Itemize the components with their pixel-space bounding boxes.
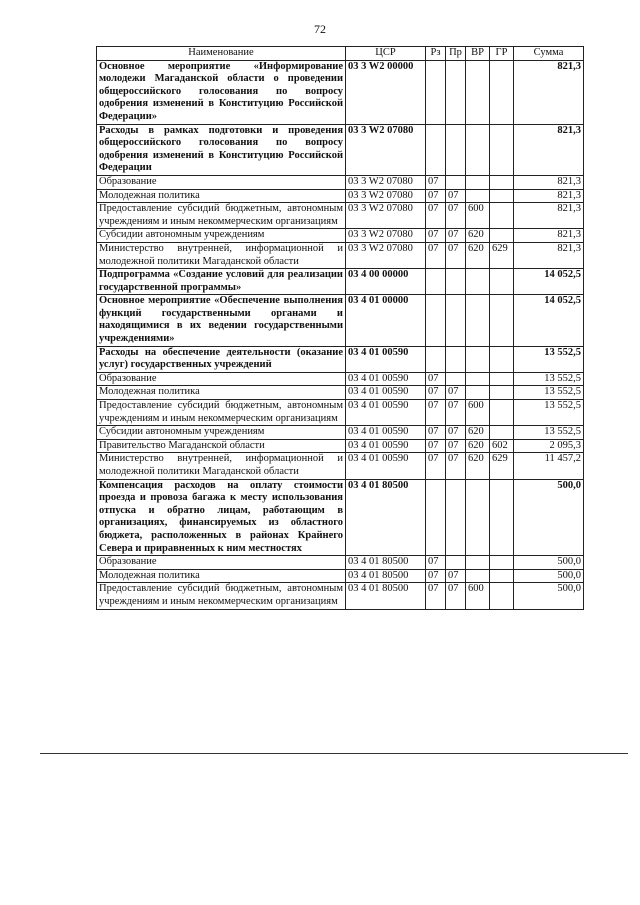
cell-gr <box>490 229 514 243</box>
cell-name: Субсидии автономным учреждениям <box>97 426 346 440</box>
cell-pr: 07 <box>446 583 466 609</box>
cell-gr: 602 <box>490 439 514 453</box>
cell-rz: 07 <box>426 203 446 229</box>
cell-csr: 03 4 01 00000 <box>346 295 426 346</box>
cell-name: Молодежная политика <box>97 386 346 400</box>
cell-vr: 620 <box>466 439 490 453</box>
cell-vr <box>466 60 490 124</box>
cell-name: Образование <box>97 175 346 189</box>
cell-gr <box>490 60 514 124</box>
cell-sum: 13 552,5 <box>514 372 584 386</box>
cell-sum: 821,3 <box>514 124 584 175</box>
table-row <box>97 556 584 570</box>
cell-name: Молодежная политика <box>97 189 346 203</box>
cell-csr: 03 4 00 00000 <box>346 269 426 295</box>
cell-rz <box>426 295 446 346</box>
cell-pr <box>446 556 466 570</box>
cell-gr <box>490 372 514 386</box>
cell-vr: 620 <box>466 453 490 479</box>
header-rz: Рз <box>426 47 446 61</box>
cell-vr: 620 <box>466 229 490 243</box>
cell-gr <box>490 203 514 229</box>
cell-vr <box>466 479 490 556</box>
cell-sum: 11 457,2 <box>514 453 584 479</box>
budget-table <box>96 46 584 610</box>
cell-gr <box>490 556 514 570</box>
cell-vr <box>466 269 490 295</box>
cell-pr <box>446 479 466 556</box>
table-row <box>97 583 584 609</box>
cell-name: Основное мероприятие «Обеспечение выполнения функций государственными органами и находящимися в их ведении государственными учреждениями» <box>97 295 346 346</box>
cell-name: Расходы в рамках подготовки и проведения общероссийского голосования по вопросу одобрения изменений в Конституцию Российской Федерации <box>97 124 346 175</box>
cell-pr: 07 <box>446 242 466 268</box>
cell-rz: 07 <box>426 426 446 440</box>
cell-csr: 03 3 W2 07080 <box>346 203 426 229</box>
cell-rz <box>426 124 446 175</box>
cell-vr: 620 <box>466 242 490 268</box>
cell-gr <box>490 175 514 189</box>
cell-rz: 07 <box>426 583 446 609</box>
cell-rz: 07 <box>426 439 446 453</box>
header-name: Наименование <box>97 47 346 61</box>
cell-csr: 03 4 01 00590 <box>346 400 426 426</box>
cell-name: Образование <box>97 556 346 570</box>
cell-gr <box>490 569 514 583</box>
cell-vr <box>466 124 490 175</box>
cell-gr <box>490 189 514 203</box>
cell-vr: 620 <box>466 426 490 440</box>
cell-pr: 07 <box>446 203 466 229</box>
cell-vr <box>466 189 490 203</box>
cell-rz: 07 <box>426 569 446 583</box>
cell-csr: 03 4 01 80500 <box>346 569 426 583</box>
cell-gr: 629 <box>490 453 514 479</box>
cell-pr <box>446 346 466 372</box>
cell-rz <box>426 269 446 295</box>
cell-name: Компенсация расходов на оплату стоимости проезда и провоза багажа к месту использования отпуска и обратно лицам, работающим в организациях, финансируемых из областного бюджета, расположенных в районах Крайнего Севера и приравненных к ним местностях <box>97 479 346 556</box>
cell-pr <box>446 269 466 295</box>
table-row <box>97 569 584 583</box>
cell-gr <box>490 346 514 372</box>
cell-sum: 821,3 <box>514 203 584 229</box>
cell-pr <box>446 372 466 386</box>
cell-vr <box>466 386 490 400</box>
table-row <box>97 189 584 203</box>
cell-name: Предоставление субсидий бюджетным, автономным учреждениям и иным некоммерческим организациям <box>97 583 346 609</box>
cell-sum: 13 552,5 <box>514 346 584 372</box>
cell-vr <box>466 346 490 372</box>
cell-pr: 07 <box>446 229 466 243</box>
cell-vr: 600 <box>466 203 490 229</box>
table-body <box>97 60 584 609</box>
cell-sum: 500,0 <box>514 583 584 609</box>
cell-vr <box>466 556 490 570</box>
cell-csr: 03 4 01 00590 <box>346 386 426 400</box>
cell-pr: 07 <box>446 439 466 453</box>
cell-sum: 13 552,5 <box>514 400 584 426</box>
table-row <box>97 372 584 386</box>
cell-rz <box>426 479 446 556</box>
cell-name: Предоставление субсидий бюджетным, автономным учреждениям и иным некоммерческим организациям <box>97 400 346 426</box>
header-gr: ГР <box>490 47 514 61</box>
table-row <box>97 426 584 440</box>
cell-pr: 07 <box>446 453 466 479</box>
cell-pr: 07 <box>446 400 466 426</box>
cell-name: Правительство Магаданской области <box>97 439 346 453</box>
header-csr: ЦСР <box>346 47 426 61</box>
table-row <box>97 386 584 400</box>
cell-csr: 03 4 01 00590 <box>346 346 426 372</box>
cell-gr <box>490 269 514 295</box>
table-row <box>97 203 584 229</box>
table-row <box>97 453 584 479</box>
cell-gr: 629 <box>490 242 514 268</box>
table-row <box>97 400 584 426</box>
cell-name: Предоставление субсидий бюджетным, автономным учреждениям и иным некоммерческим организациям <box>97 203 346 229</box>
cell-sum: 14 052,5 <box>514 295 584 346</box>
cell-pr <box>446 60 466 124</box>
cell-pr: 07 <box>446 386 466 400</box>
cell-name: Образование <box>97 372 346 386</box>
table-row <box>97 439 584 453</box>
cell-rz: 07 <box>426 400 446 426</box>
cell-csr: 03 4 01 80500 <box>346 583 426 609</box>
cell-csr: 03 4 01 80500 <box>346 556 426 570</box>
cell-rz: 07 <box>426 189 446 203</box>
cell-vr <box>466 175 490 189</box>
cell-csr: 03 3 W2 07080 <box>346 242 426 268</box>
header-vr: ВР <box>466 47 490 61</box>
cell-sum: 14 052,5 <box>514 269 584 295</box>
cell-pr <box>446 124 466 175</box>
cell-gr <box>490 124 514 175</box>
cell-pr: 07 <box>446 189 466 203</box>
table-row <box>97 295 584 346</box>
cell-vr: 600 <box>466 400 490 426</box>
cell-csr: 03 3 W2 07080 <box>346 124 426 175</box>
cell-rz: 07 <box>426 453 446 479</box>
cell-csr: 03 4 01 00590 <box>346 372 426 386</box>
cell-gr <box>490 295 514 346</box>
cell-vr <box>466 372 490 386</box>
table-row <box>97 229 584 243</box>
cell-sum: 500,0 <box>514 479 584 556</box>
cell-sum: 13 552,5 <box>514 426 584 440</box>
cell-csr: 03 4 01 00590 <box>346 426 426 440</box>
table-row <box>97 60 584 124</box>
page-separator-line <box>40 753 628 754</box>
cell-rz: 07 <box>426 242 446 268</box>
cell-rz: 07 <box>426 372 446 386</box>
cell-gr <box>490 583 514 609</box>
cell-sum: 500,0 <box>514 556 584 570</box>
cell-vr: 600 <box>466 583 490 609</box>
cell-sum: 2 095,3 <box>514 439 584 453</box>
cell-name: Расходы на обеспечение деятельности (оказание услуг) государственных учреждений <box>97 346 346 372</box>
cell-rz: 07 <box>426 556 446 570</box>
cell-gr <box>490 386 514 400</box>
table-row <box>97 346 584 372</box>
table-row <box>97 175 584 189</box>
table-row <box>97 242 584 268</box>
cell-vr <box>466 295 490 346</box>
cell-csr: 03 4 01 00590 <box>346 439 426 453</box>
cell-sum: 821,3 <box>514 189 584 203</box>
cell-csr: 03 3 W2 07080 <box>346 175 426 189</box>
page-number: 72 <box>314 22 326 36</box>
cell-name: Основное мероприятие «Информирование молодежи Магаданской области о проведении общероссийского голосования по вопросу одобрения изменений в Конституцию Российской Федерации» <box>97 60 346 124</box>
cell-name: Министерство внутренней, информационной и молодежной политики Магаданской области <box>97 242 346 268</box>
header-sum: Сумма <box>514 47 584 61</box>
cell-name: Субсидии автономным учреждениям <box>97 229 346 243</box>
cell-rz: 07 <box>426 386 446 400</box>
cell-rz: 07 <box>426 229 446 243</box>
table-row <box>97 124 584 175</box>
cell-pr: 07 <box>446 569 466 583</box>
cell-sum: 821,3 <box>514 175 584 189</box>
cell-rz <box>426 60 446 124</box>
header-pr: Пр <box>446 47 466 61</box>
cell-csr: 03 3 W2 07080 <box>346 229 426 243</box>
cell-rz: 07 <box>426 175 446 189</box>
cell-sum: 821,3 <box>514 60 584 124</box>
cell-sum: 500,0 <box>514 569 584 583</box>
cell-csr: 03 4 01 00590 <box>346 453 426 479</box>
cell-sum: 821,3 <box>514 242 584 268</box>
table-header-row <box>97 47 584 61</box>
cell-pr <box>446 295 466 346</box>
cell-rz <box>426 346 446 372</box>
cell-csr: 03 3 W2 07080 <box>346 189 426 203</box>
cell-pr <box>446 175 466 189</box>
cell-sum: 13 552,5 <box>514 386 584 400</box>
cell-gr <box>490 400 514 426</box>
cell-name: Подпрограмма «Создание условий для реализации государственной программы» <box>97 269 346 295</box>
cell-name: Молодежная политика <box>97 569 346 583</box>
table-row <box>97 269 584 295</box>
table-row <box>97 479 584 556</box>
cell-gr <box>490 426 514 440</box>
cell-csr: 03 4 01 80500 <box>346 479 426 556</box>
cell-sum: 821,3 <box>514 229 584 243</box>
cell-pr: 07 <box>446 426 466 440</box>
cell-gr <box>490 479 514 556</box>
cell-vr <box>466 569 490 583</box>
cell-name: Министерство внутренней, информационной и молодежной политики Магаданской области <box>97 453 346 479</box>
cell-csr: 03 3 W2 00000 <box>346 60 426 124</box>
